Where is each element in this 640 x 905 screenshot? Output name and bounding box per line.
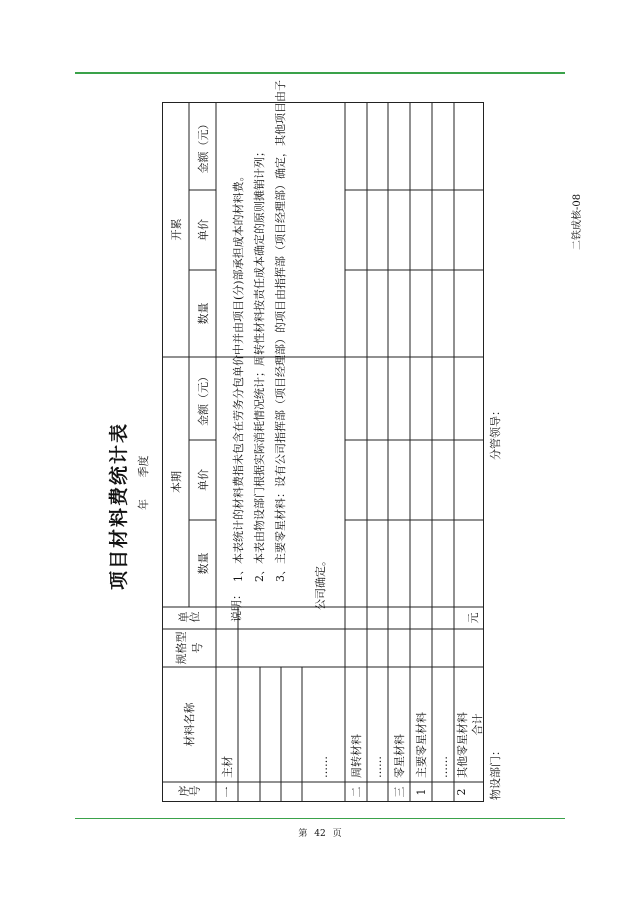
quarter-label: 季度 <box>137 455 150 478</box>
row-seq: 2 <box>455 788 468 796</box>
row-name: …… <box>371 756 384 778</box>
header-qty-current: 数量 <box>196 552 210 575</box>
row-name: 主材 <box>221 756 234 778</box>
rotated-form <box>100 80 620 820</box>
dept-signature: 物设部门： <box>489 745 502 800</box>
header-seq: 序号 <box>178 785 200 798</box>
row-name: 周转材料 <box>350 734 363 778</box>
page-footer <box>0 826 640 839</box>
note-item: 1、本表统计的材料费指未包含在劳务分包单价中并由项目(分)部承担成本的材料费。 <box>232 170 245 582</box>
row-name: …… <box>317 756 330 778</box>
row-seq: 1 <box>414 788 428 796</box>
material-cost-table <box>162 102 484 802</box>
notes-block <box>228 80 291 622</box>
row-name: 零星材料 <box>393 734 406 778</box>
notes-continuation: 公司确定。 <box>314 555 327 610</box>
row-seq: 一 <box>221 786 234 798</box>
header-unit: 单位 <box>178 611 200 624</box>
note-item: 2、本表由物设部门根据实际消耗情况统计；周转性材料按责任成本确定的原则摊销计列； <box>253 146 266 582</box>
row-total-unit: 元 <box>467 612 480 624</box>
page-title: 项目材料费统计表 <box>108 421 130 590</box>
header-cumulative: 开累 <box>169 218 183 241</box>
header-spec: 规格型号 <box>175 631 204 665</box>
footer-rule <box>75 818 565 819</box>
row-name: …… <box>436 756 450 778</box>
period-line <box>135 438 151 511</box>
year-label: 年 <box>137 499 150 510</box>
page-prefix: 第 <box>298 829 308 839</box>
page-number: 42 <box>314 829 326 839</box>
doc-code: 二铁成核-08 <box>572 193 583 250</box>
header-amount-cumulative: 金额（元） <box>196 118 210 174</box>
header-material-name: 材料名称 <box>183 702 196 747</box>
row-seq: 三 <box>393 786 406 798</box>
header-current-period: 本期 <box>169 471 183 493</box>
header-rule <box>75 72 565 74</box>
leader-signature: 分管领导： <box>489 405 502 460</box>
header-price-cumulative: 单价 <box>196 219 210 241</box>
row-name: 其他零星材料 <box>455 712 469 778</box>
header-qty-cumulative: 数量 <box>196 302 210 325</box>
header-amount-current: 金额（元） <box>196 371 210 426</box>
row-seq: 二 <box>350 786 363 798</box>
row-name: 主要零星材料 <box>415 712 428 778</box>
page-suffix: 页 <box>332 829 342 839</box>
notes-label: 说明： <box>230 589 243 622</box>
header-price-current: 单价 <box>196 469 210 491</box>
row-total-label: 合计 <box>470 713 484 736</box>
note-item: 3、主要零星材料：设有公司指挥部（项目经理部）的项目由指挥部（项目经理部）确定，其他项目由子 <box>274 80 287 582</box>
